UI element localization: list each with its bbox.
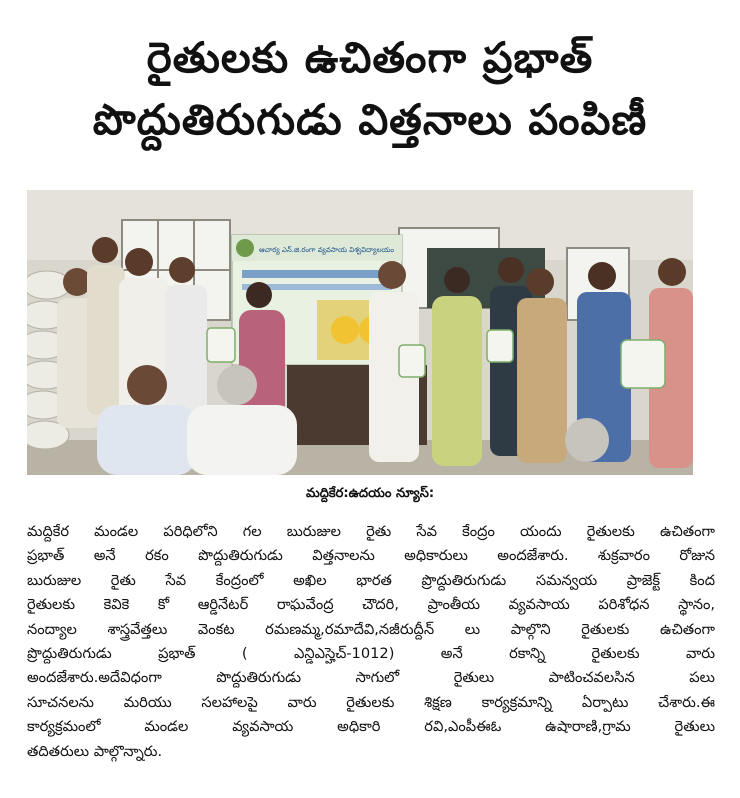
article-line: నంద్యాల శాస్త్రవేత్తలు వెంకట రమణమ్మ,రమాదేవి,నజీరుద్దీన్ లు పాల్గొని రైతులకు ఉచితంగా [27, 620, 715, 638]
article-line: తదితరులు పాల్గొన్నారు. [27, 742, 163, 760]
article-line: ప్రొద్దుతిరుగుడు ప్రభాత్ ( ఎన్డిఎస్హెచ్-1012) అనే రకాన్ని రైతులకు వారు [27, 644, 715, 662]
headline-line-1: రైతులకు ఉచితంగా ప్రభాత్ [146, 33, 594, 82]
dateline-caption: మద్దికేర:ఉదయం న్యూస్: [305, 486, 435, 501]
headline-line-2: పొద్దుతిరుగుడు విత్తనాలు పంపిణీ [92, 95, 648, 144]
article-line: బురుజుల రైతు సేవ కేంద్రంలో అఖిల భారత ప్రొద్దుతిరుగుడు సమన్వయ ప్రాజెక్ట్ కింద [27, 571, 715, 589]
article-line: ప్రభాత్ అనే రకం పొద్దుతిరుగుడు విత్తనాలను అధికారులు అందజేశారు. శుక్రవారం రోజున [27, 547, 715, 565]
news-photo [27, 190, 693, 475]
article-line: సూచనలను మరియు సలహాలపై వారు రైతులకు శిక్షణ కార్యక్రమాన్ని ఏర్పాటు చేశారు.ఈ [27, 693, 715, 711]
article-line: అందజేశారు.అదేవిధంగా పొద్దుతిరుగుడు సాగులో రైతులు పాటించవలసిన పలు [27, 669, 715, 687]
seated-person [565, 418, 609, 462]
article-line: మద్దికేర మండల పరిధిలోని గల బురుజుల రైతు సేవ కేంద్రం యందు రైతులకు ఉచితంగా [27, 523, 715, 540]
article-body [27, 520, 715, 764]
article-line: రైతులకు కెవికె కో ఆర్డినేటర్ రాఘవేంద్ర చౌదరి, ప్రాంతీయ వ్యవసాయ పరిశోధన స్థానం, [27, 596, 715, 614]
article-line: కార్యక్రమంలో మండల వ్యవసాయ అధికారి రవి,ఎంపీఈఓ ఉషారాణి,గ్రామ రైతులు [27, 718, 715, 736]
banner-text: ఆచార్య ఎన్.జి.రంగా వ్యవసాయ విశ్వవిద్యాలయం [259, 246, 395, 254]
